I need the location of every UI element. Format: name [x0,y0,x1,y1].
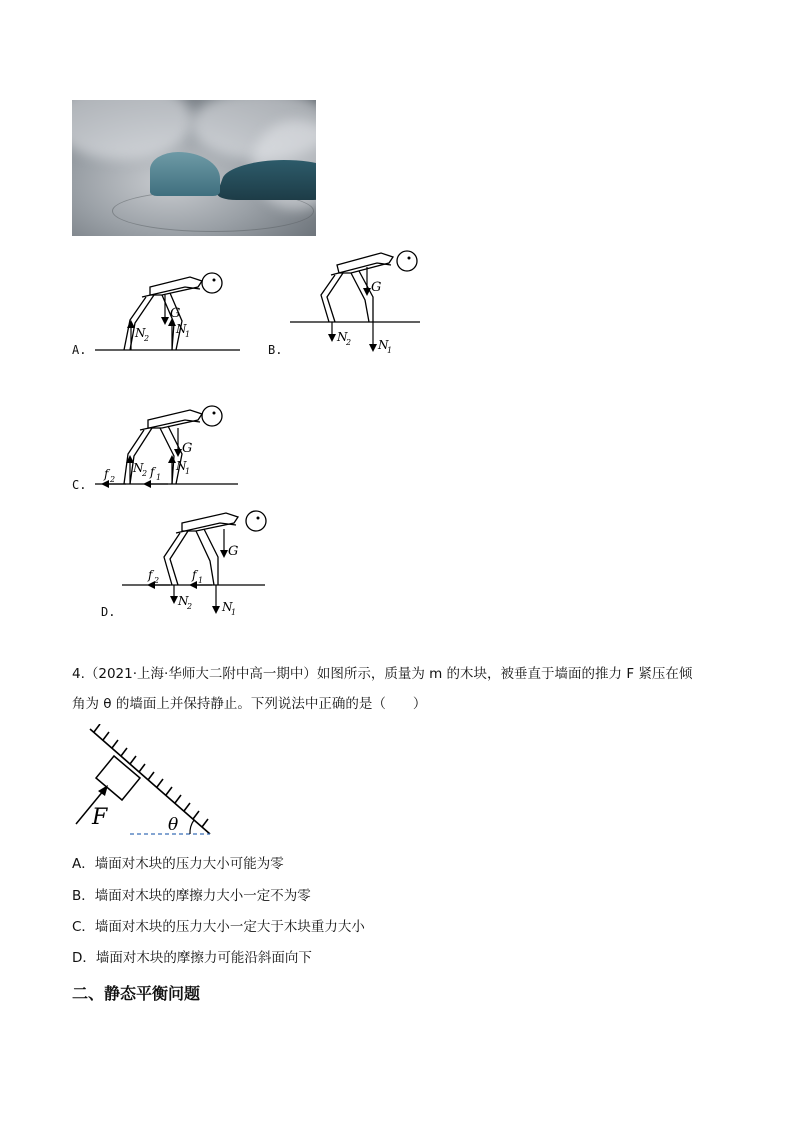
svg-text:2: 2 [144,334,150,343]
svg-text:G: G [170,306,181,321]
svg-text:N: N [176,322,187,336]
option-b-label: B. [268,343,283,357]
option-c-figure [90,400,250,495]
svg-text:N: N [176,459,187,473]
option-c-label: C. [72,478,87,492]
svg-text:G: G [371,280,382,295]
svg-text:2: 2 [154,576,160,585]
inclined-wall-figure [72,724,222,842]
svg-text:2: 2 [142,469,148,478]
option-a-figure [90,265,270,360]
question-4-option-b[interactable]: B．墙面对木块的摩擦力大小一定不为零 [72,888,311,904]
option-d-label: D. [101,605,116,619]
svg-text:N: N [178,594,189,608]
option-a-label: A. [72,343,87,357]
svg-text:1: 1 [387,346,393,355]
svg-text:1: 1 [156,473,162,482]
svg-text:1: 1 [185,467,191,476]
svg-text:1: 1 [185,330,191,339]
svg-text:2: 2 [110,475,116,484]
svg-text:N: N [133,461,144,475]
dance-photo [72,100,316,236]
svg-text:2: 2 [346,338,352,347]
question-4-option-a[interactable]: A．墙面对木块的压力大小可能为零 [72,856,284,872]
svg-text:f: f [148,568,153,582]
svg-text:N: N [378,338,389,352]
svg-text:F: F [92,805,108,830]
svg-text:N: N [135,326,146,340]
question-4-line-1: 4.（2021·上海·华师大二附中高一期中）如图所示，质量为 m 的木块，被垂直于墙面的推力 F 紧压在倾 [72,666,693,682]
svg-text:1: 1 [231,608,237,617]
svg-text:1: 1 [198,576,204,585]
svg-text:f: f [150,465,155,479]
svg-text:f: f [104,467,109,481]
question-4-option-d[interactable]: D．墙面对木块的摩擦力可能沿斜面向下 [72,950,312,966]
question-4-option-c[interactable]: C．墙面对木块的压力大小一定大于木块重力大小 [72,919,365,935]
svg-text:N: N [337,330,348,344]
svg-text:G: G [228,544,239,559]
section-title: 二、静态平衡问题 [72,984,201,1003]
svg-text:G: G [182,441,193,456]
option-b-figure [285,245,435,360]
question-4-line-2: 角为 θ 的墙面上并保持静止。下列说法中正确的是（ ） [72,696,427,712]
option-d-figure [120,505,280,620]
svg-text:θ: θ [168,815,179,835]
svg-text:2: 2 [187,602,193,611]
svg-text:f: f [192,568,197,582]
svg-text:N: N [222,600,233,614]
